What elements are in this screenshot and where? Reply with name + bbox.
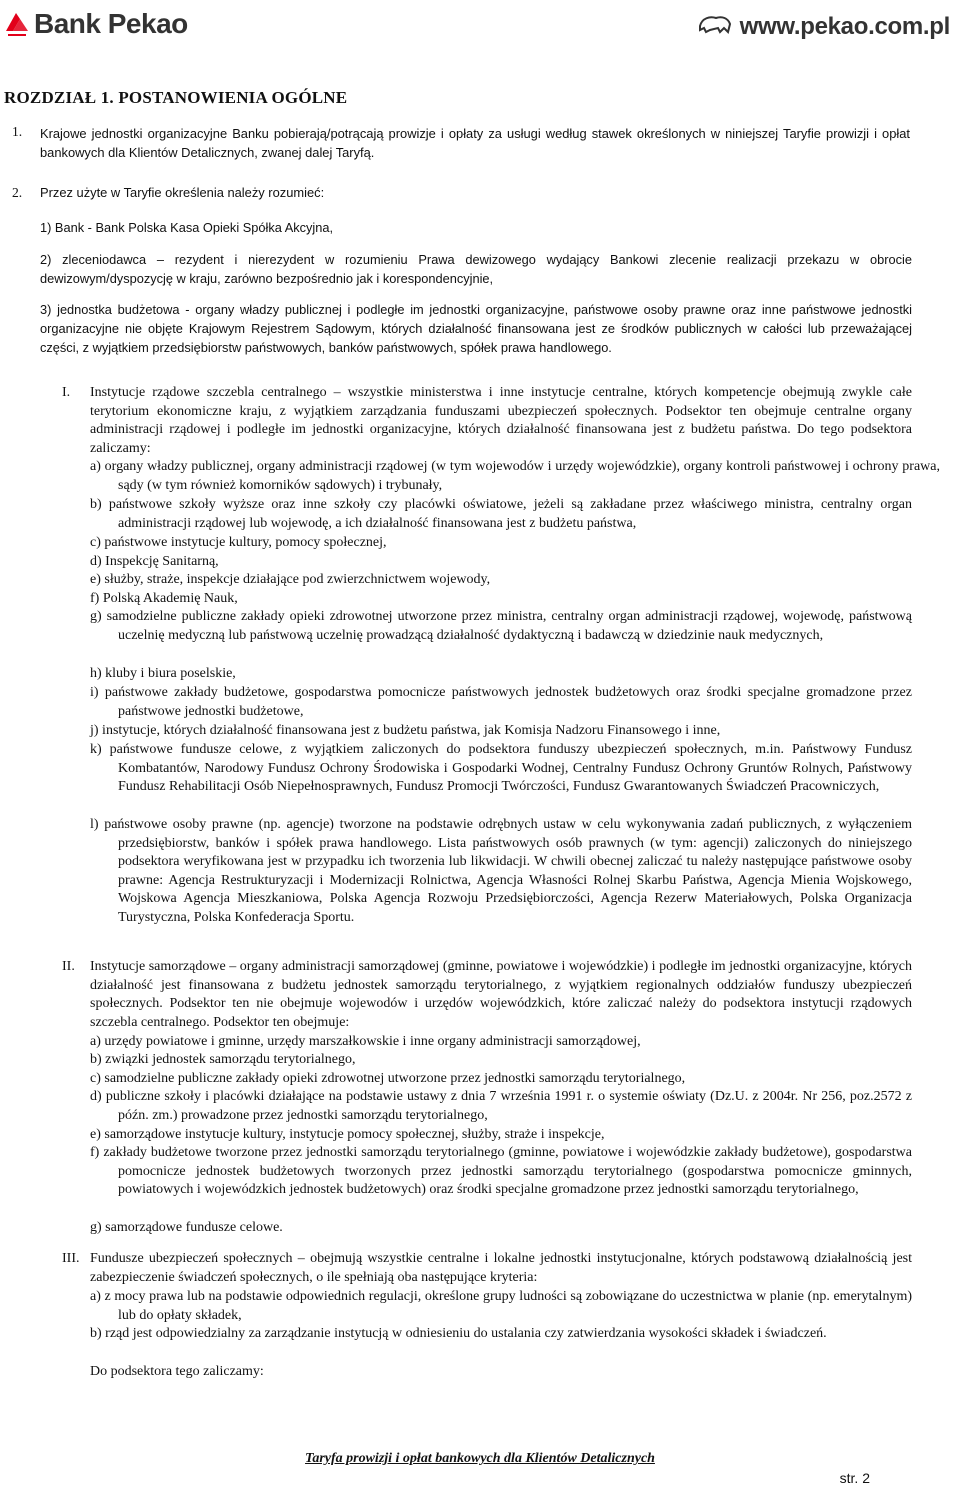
- section-2-text: Przez użyte w Taryfie określenia należy rozumieć:: [40, 185, 325, 200]
- sector-I-item-e: e) służby, straże, inspekcje działające pod zwierzchnictwem wojewody,: [90, 572, 491, 587]
- sector-I-text: Instytucje rządowe szczebla centralnego – wszystkie ministerstwa i inne instytucje centralne, których kompetencje obejmują zwykle całe terytorium ekonomiczne kraju, z wyjątkiem zarządzania funduszami ubezpieczeń społecznych. Podsektor ten obejmuje centralne organy administracji rządowej i podległe im jednostki organizacyjne, których działalność finansowana jest z budżetu państwa. Do tego podsektora zaliczamy:: [90, 385, 912, 456]
- sector-II-item-a: a) urzędy powiatowe i gminne, urzędy marszałkowskie i inne organy administracji samorządowej,: [90, 1034, 641, 1049]
- sector-I-item-d: d) Inspekcję Sanitarną,: [90, 554, 219, 569]
- sector-III-closing: Do podsektora tego zaliczamy:: [90, 1364, 264, 1379]
- section-1-text: Krajowe jednostki organizacyjne Banku pobierają/potrącają prowizje i opłaty za usługi według stawek określonych w niniejszej Taryfie prowizji i opłat bankowych dla Klientów Detalicznych, zwanej dalej Taryfą.: [40, 126, 910, 160]
- sector-II-number: II.: [62, 959, 75, 974]
- section-1-number: 1.: [12, 124, 23, 139]
- sector-II-item-b: b) związki jednostek samorządu terytorialnego,: [90, 1052, 356, 1067]
- sector-I-item-c: c) państwowe instytucje kultury, pomocy społecznej,: [90, 535, 387, 550]
- sector-I-item-k: k) państwowe fundusze celowe, z wyjątkiem zaliczonych do podsektora funduszy ubezpieczeń społecznych, m.in. Państwowy Fundusz Kombatantów, Narodowy Fundusz Ochrony Środowiska i Gospodarki Wodnej, Centralny Fundusz Ochrony Gruntów Rolnych, Państwowy Fundusz Rehabilitacji Osób Niepełnosprawnych, Fundusz Promocji Twórczości, Fundusz Gwarantowanych Świadczeń Pracowniczych,: [90, 742, 912, 794]
- sector-II-item-e: e) samorządowe instytucje kultury, instytucje pomocy społecznej, służby, straże i inspekcje,: [90, 1127, 605, 1142]
- sector-I-item-g: g) samodzielne publiczne zakłady opieki zdrowotnej utworzone przez ministra, centralny organ administracji rządowej, wojewodę, państwową uczelnię medyczną lub państwową uczelnię prowadzącą działalność dydaktyczną i badawczą w dziedzinie nauk medycznych,: [90, 609, 912, 643]
- section-2-number: 2.: [12, 185, 23, 200]
- page-header: [0, 0, 960, 60]
- sector-I-item-h: h) kluby i biura poselskie,: [90, 666, 236, 681]
- sector-I-item-a: a) organy władzy publicznej, organy administracji rządowej (w tym wojewodów i urzędy wojewódzkie), organy kontroli państwowej i ochrony prawa, sądy (w tym również komorników sądowych) i trybunały,: [90, 459, 940, 493]
- definition-2: 2) zleceniodawca – rezydent i nierezydent w rozumieniu Prawa dewizowego wydający Bankowi zlecenie realizacji przekazu w obrocie dewizowym/dyspozycję w kraju, zarówno bezpośrednio jak i korespondencyjnie,: [40, 252, 912, 286]
- sector-II-item-f: f) zakłady budżetowe tworzone przez jednostki samorządu terytorialnego (gminne, powiatowe i wojewódzkie zakłady budżetowe), gospodarstwa pomocnicze jednostek budżetowych tworzonych przez jednostki samorządu terytorialnego (gospodarstwa pomocnicze gminnych, powiatowych i wojewódzkich jednostek budżetowych) oraz środki specjalne gromadzone przez jednostki samorządu terytorialnego,: [90, 1145, 912, 1197]
- chapter-title: ROZDZIAŁ 1. POSTANOWIENIA OGÓLNE: [4, 88, 348, 107]
- sector-I-item-i: i) państwowe zakłady budżetowe, gospodarstwa pomocnicze państwowych jednostek budżetowych oraz środki specjalne gromadzone przez państwowe jednostki budżetowe,: [90, 685, 912, 719]
- sector-III-item-a: a) z mocy prawa lub na podstawie odpowiednich regulacji, określone grupy ludności są zobowiązane do uczestnictwa w planie (np. emerytalnym) lub do opłaty składek,: [90, 1289, 912, 1323]
- footer-title: Taryfa prowizji i opłat bankowych dla Klientów Detalicznych: [305, 1451, 655, 1466]
- sector-II-item-g: g) samorządowe fundusze celowe.: [90, 1220, 283, 1235]
- sector-III-number: III.: [62, 1251, 80, 1266]
- sector-I-item-j: j) instytucje, których działalność finansowana jest z budżetu państwa, jak Komisja Nadzoru Finansowego i inne,: [90, 723, 721, 738]
- sector-I-item-f: f) Polską Akademię Nauk,: [90, 591, 238, 606]
- bank-logo: [4, 8, 188, 40]
- bison-icon: [698, 12, 732, 41]
- sector-II-item-d: d) publiczne szkoły i placówki działające na podstawie ustawy z dnia 7 września 1991 r. o systemie oświaty (Dz.U. z 2004r. Nr 256, poz.2572 z późn. zm.) prowadzone przez jednostki samorządu terytorialnego,: [90, 1089, 912, 1123]
- definition-1: 1) Bank - Bank Polska Kasa Opieki Spółka Akcyjna,: [40, 220, 334, 235]
- sector-I-item-b: b) państwowe szkoły wyższe oraz inne szkoły czy placówki oświatowe, jeżeli są zakładane przez właściwego ministra, centralny organ administracji rządowej lub wojewodę, a ich działalność finansowana jest z budżetu państwa,: [90, 497, 912, 531]
- sector-II-text: Instytucje samorządowe – organy administracji samorządowej (gminne, powiatowe i wojewódzkie) i podległe im jednostki organizacyjne, których działalność jest finansowana z budżetu jednostek samorządu terytorialnego, z wyjątkiem regionalnych oddziałów funduszy ubezpieczeń społecznych. Podsektor ten nie obejmuje wojewodów i urzędów wojewódzkich, które zaliczać należy do podsektora instytucji rządowych szczebla centralnego. Podsektor ten obejmuje:: [90, 959, 912, 1030]
- sector-I-item-l: l) państwowe osoby prawne (np. agencje) tworzone na podstawie odrębnych ustaw w celu wykonywania zadań publicznych, z wyłączeniem przedsiębiorstw, banków i spółek prawa handlowego. Lista państwowych osób prawnych (w tym: agencji) zaliczonych do niniejszego podsektora weryfikowana jest w przypadku ich tworzenia lub likwidacji. W chwili obecnej zaliczać tu należy następujące państwowe osoby prawne: Agencja Restrukturyzacji i Modernizacji Rolnictwa, Agencja Własności Rolnej Skarbu Państwa, Agencja Mienia Wojskowego, Wojskowa Agencja Mieszkaniowa, Polska Agencja Rozwoju Przedsiębiorczości, Agencja Rezerw Materiałowych, Polska Organizacja Turystyczna, Polska Konfederacja Sportu.: [90, 817, 912, 925]
- sector-II-item-c: c) samodzielne publiczne zakłady opieki zdrowotnej utworzone przez jednostki samorządu terytorialnego,: [90, 1071, 686, 1086]
- sector-III-text: Fundusze ubezpieczeń społecznych – obejmują wszystkie centralne i lokalne jednostki instytucjonalne, których podstawową działalnością jest zabezpieczenie świadczeń społecznych, o ile spełniają oba następujące kryteria:: [90, 1251, 912, 1285]
- definition-3: 3) jednostka budżetowa - organy władzy publicznej i podległe im jednostki organizacyjne, państwowe osoby prawne oraz inne państwowe jednostki organizacyjne nie objęte Krajowym Rejestrem Sądowym, których działalność finansowana jest ze środków publicznych w całości lub przeważającej części, z wyjątkiem przedsiębiorstw państwowych, banków państwowych, spółek prawa handlowego.: [40, 302, 912, 355]
- brand-name: Bank Pekao: [34, 8, 188, 39]
- website-url[interactable]: www.pekao.com.pl: [739, 12, 950, 40]
- website-block: [698, 12, 950, 41]
- sector-I-number: I.: [62, 385, 71, 400]
- pekao-logo-icon: [4, 9, 30, 39]
- sector-III-item-b: b) rząd jest odpowiedzialny za zarządzanie instytucją w odniesieniu do ustalania czy zatwierdzania wysokości składek i świadczeń.: [90, 1326, 827, 1341]
- page-number: str. 2: [839, 1470, 870, 1486]
